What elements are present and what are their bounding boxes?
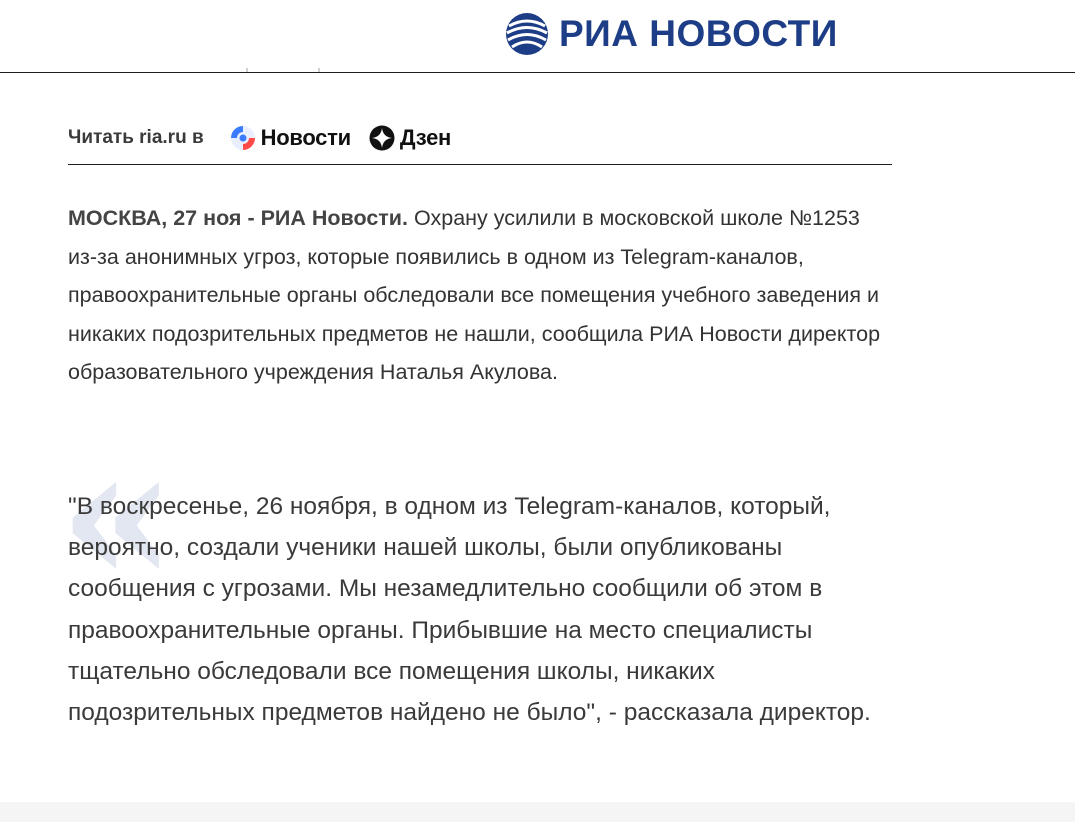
article-dateline: МОСКВА, 27 ноя - РИА Новости. xyxy=(68,206,409,230)
read-in-news-link[interactable] xyxy=(230,125,351,151)
header-divider-mark xyxy=(318,68,320,72)
news-icon xyxy=(230,125,256,151)
site-logo[interactable] xyxy=(505,12,838,56)
logo-text: РИА НОВОСТИ xyxy=(559,13,838,54)
dzen-icon xyxy=(369,125,395,151)
article-quote: "В воскресенье, 26 ноября, в одном из Telegram-каналов, который, вероятно, создали ученики нашей школы, были опубликованы сообщения с угрозами. Мы незамедлительно сообщили об этом в правоохранительные органы. Прибывшие на место специалисты тщательно обследовали все помещения школы, никаких подозрительных предметов найдено не было", - рассказала директор. xyxy=(68,493,871,727)
news-link-text: Новости xyxy=(260,125,351,150)
header-divider-mark xyxy=(246,68,248,72)
read-in-bar xyxy=(68,112,892,165)
read-in-dzen-link[interactable] xyxy=(369,125,451,151)
article-lead-text: Охрану усилили в московской школе №1253 из-за анонимных угроз, которые появились в одном из Telegram-каналов, правоохранительные органы обследовали все помещения учебного заведения и никаких подозрительных предметов не нашли, сообщила РИА Новости директор образовательного учреждения Наталья Акулова. xyxy=(68,206,881,385)
site-header xyxy=(0,0,1075,73)
dzen-link-text: Дзен xyxy=(399,125,452,150)
read-in-label: Читать ria.ru в xyxy=(68,127,204,148)
quote-mark-icon: « xyxy=(58,403,177,626)
footer-band xyxy=(0,802,1075,822)
ria-globe-icon xyxy=(505,12,549,56)
article-lead xyxy=(68,199,888,392)
